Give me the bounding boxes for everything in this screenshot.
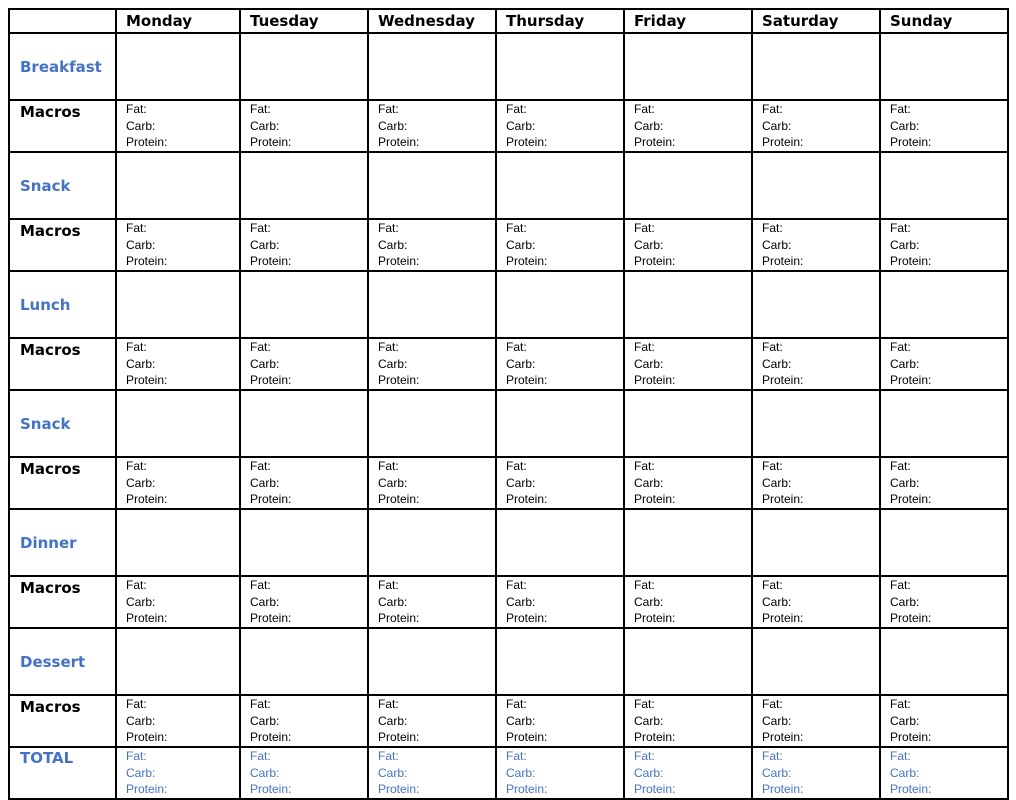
protein-field-label: Protein: [634, 492, 676, 506]
fat-field-label: Fat: [506, 340, 527, 354]
carb-field-label: Carb: [762, 237, 792, 252]
fat-field-label: Fat: [378, 459, 399, 473]
fat-field-label: Fat: [250, 459, 271, 473]
fat-field-label: Fat: [378, 221, 399, 235]
meal-entry-cell-saturday[interactable] [752, 152, 880, 219]
meal-entry-cell-sunday[interactable] [880, 628, 1008, 695]
protein-field-label: Protein: [126, 135, 168, 149]
carb-field-label: Carb: [506, 237, 536, 252]
fat-field-label: Fat: [250, 102, 271, 116]
protein-field-label: Protein: [126, 254, 168, 268]
protein-field-label: Protein: [890, 730, 932, 744]
protein-field-label: Protein: [506, 135, 548, 149]
fat-field-label: Fat: [378, 697, 399, 711]
carb-field-label: Carb: [250, 765, 280, 780]
meal-row-snack [9, 152, 1008, 219]
fat-field-label: Fat: [378, 102, 399, 116]
protein-field-label: Protein: [762, 611, 804, 625]
macros-cell-thursday[interactable] [496, 695, 624, 747]
fat-field-label: Fat: [250, 340, 271, 354]
fat-field-label: Fat: [506, 578, 527, 592]
fat-field-label: Fat: [890, 697, 911, 711]
fat-field-label: Fat: [634, 221, 655, 235]
meal-entry-cell-sunday[interactable] [880, 390, 1008, 457]
macros-cell-thursday[interactable] [496, 576, 624, 628]
macros-cell-saturday[interactable] [752, 576, 880, 628]
fat-field-label: Fat: [634, 102, 655, 116]
fat-field-label: Fat: [126, 340, 147, 354]
macros-row [9, 576, 1008, 628]
macros-cell-monday[interactable] [116, 219, 240, 271]
carb-field-label: Carb: [762, 118, 792, 133]
macros-label: Macros [9, 338, 116, 390]
total-row [9, 747, 1008, 799]
protein-field-label: Protein: [378, 611, 420, 625]
meal-entry-cell-thursday[interactable] [496, 271, 624, 338]
protein-field-label: Protein: [634, 730, 676, 744]
protein-field-label: Protein: [890, 782, 932, 796]
fat-field-label: Fat: [890, 340, 911, 354]
fat-field-label: Fat: [762, 102, 783, 116]
meal-label-dinner: Dinner [9, 509, 116, 576]
macros-label: Macros [9, 219, 116, 271]
carb-field-label: Carb: [634, 237, 664, 252]
meal-entry-cell-tuesday[interactable] [240, 628, 368, 695]
macros-cell-friday[interactable] [624, 576, 752, 628]
carb-field-label: Carb: [506, 713, 536, 728]
macros-cell-friday[interactable] [624, 219, 752, 271]
carb-field-label: Carb: [762, 765, 792, 780]
meal-entry-cell-wednesday[interactable] [368, 390, 496, 457]
carb-field-label: Carb: [506, 765, 536, 780]
carb-field-label: Carb: [634, 765, 664, 780]
carb-field-label: Carb: [126, 356, 156, 371]
macros-cell-sunday[interactable] [880, 100, 1008, 152]
fat-field-label: Fat: [762, 221, 783, 235]
macros-cell-friday[interactable] [624, 100, 752, 152]
meal-entry-cell-wednesday[interactable] [368, 509, 496, 576]
carb-field-label: Carb: [634, 475, 664, 490]
meal-entry-cell-wednesday[interactable] [368, 33, 496, 100]
protein-field-label: Protein: [506, 492, 548, 506]
macros-cell-saturday[interactable] [752, 457, 880, 509]
meal-entry-cell-monday[interactable] [116, 628, 240, 695]
day-header-monday: Monday [116, 9, 240, 33]
carb-field-label: Carb: [506, 118, 536, 133]
fat-field-label: Fat: [126, 749, 147, 763]
protein-field-label: Protein: [506, 730, 548, 744]
protein-field-label: Protein: [250, 782, 292, 796]
fat-field-label: Fat: [250, 221, 271, 235]
meal-row-breakfast [9, 33, 1008, 100]
protein-field-label: Protein: [250, 254, 292, 268]
meal-row-dinner [9, 509, 1008, 576]
carb-field-label: Carb: [890, 713, 920, 728]
protein-field-label: Protein: [634, 135, 676, 149]
protein-field-label: Protein: [250, 492, 292, 506]
meal-label-snack: Snack [9, 390, 116, 457]
carb-field-label: Carb: [126, 118, 156, 133]
fat-field-label: Fat: [506, 459, 527, 473]
macros-cell-saturday[interactable] [752, 695, 880, 747]
protein-field-label: Protein: [250, 611, 292, 625]
macros-cell-saturday[interactable] [752, 219, 880, 271]
meal-label-lunch: Lunch [9, 271, 116, 338]
protein-field-label: Protein: [890, 135, 932, 149]
meal-entry-cell-tuesday[interactable] [240, 33, 368, 100]
carb-field-label: Carb: [250, 713, 280, 728]
protein-field-label: Protein: [250, 373, 292, 387]
macros-row [9, 100, 1008, 152]
macros-row [9, 457, 1008, 509]
protein-field-label: Protein: [378, 135, 420, 149]
meal-row-snack [9, 390, 1008, 457]
carb-field-label: Carb: [634, 118, 664, 133]
meal-entry-cell-sunday[interactable] [880, 509, 1008, 576]
fat-field-label: Fat: [250, 578, 271, 592]
meal-entry-cell-saturday[interactable] [752, 628, 880, 695]
meal-entry-cell-thursday[interactable] [496, 390, 624, 457]
fat-field-label: Fat: [634, 578, 655, 592]
protein-field-label: Protein: [126, 611, 168, 625]
carb-field-label: Carb: [250, 237, 280, 252]
protein-field-label: Protein: [762, 135, 804, 149]
meal-entry-cell-friday[interactable] [624, 509, 752, 576]
carb-field-label: Carb: [378, 356, 408, 371]
protein-field-label: Protein: [634, 611, 676, 625]
meal-entry-cell-thursday[interactable] [496, 628, 624, 695]
carb-field-label: Carb: [250, 475, 280, 490]
carb-field-label: Carb: [250, 594, 280, 609]
macros-cell-thursday[interactable] [496, 100, 624, 152]
macros-cell-wednesday[interactable] [368, 576, 496, 628]
meal-entry-cell-monday[interactable] [116, 271, 240, 338]
protein-field-label: Protein: [378, 373, 420, 387]
fat-field-label: Fat: [762, 749, 783, 763]
day-header-thursday: Thursday [496, 9, 624, 33]
macros-cell-tuesday[interactable] [240, 100, 368, 152]
macros-label: Macros [9, 457, 116, 509]
fat-field-label: Fat: [506, 221, 527, 235]
fat-field-label: Fat: [762, 578, 783, 592]
fat-field-label: Fat: [890, 459, 911, 473]
total-cell-saturday[interactable] [752, 747, 880, 799]
macros-cell-sunday[interactable] [880, 338, 1008, 390]
fat-field-label: Fat: [634, 459, 655, 473]
macros-cell-sunday[interactable] [880, 576, 1008, 628]
protein-field-label: Protein: [506, 611, 548, 625]
protein-field-label: Protein: [634, 373, 676, 387]
fat-field-label: Fat: [762, 340, 783, 354]
protein-field-label: Protein: [762, 373, 804, 387]
macros-cell-friday[interactable] [624, 338, 752, 390]
macros-cell-friday[interactable] [624, 695, 752, 747]
carb-field-label: Carb: [378, 237, 408, 252]
protein-field-label: Protein: [126, 782, 168, 796]
fat-field-label: Fat: [378, 749, 399, 763]
meal-entry-cell-sunday[interactable] [880, 152, 1008, 219]
protein-field-label: Protein: [506, 782, 548, 796]
planner-body [9, 33, 1008, 799]
fat-field-label: Fat: [126, 459, 147, 473]
carb-field-label: Carb: [126, 475, 156, 490]
meal-entry-cell-monday[interactable] [116, 509, 240, 576]
meal-entry-cell-monday[interactable] [116, 152, 240, 219]
macros-cell-wednesday[interactable] [368, 219, 496, 271]
day-header-friday: Friday [624, 9, 752, 33]
fat-field-label: Fat: [634, 749, 655, 763]
macros-cell-monday[interactable] [116, 576, 240, 628]
macros-cell-thursday[interactable] [496, 338, 624, 390]
meal-label-dessert: Dessert [9, 628, 116, 695]
fat-field-label: Fat: [126, 697, 147, 711]
protein-field-label: Protein: [890, 492, 932, 506]
carb-field-label: Carb: [126, 765, 156, 780]
meal-entry-cell-tuesday[interactable] [240, 152, 368, 219]
carb-field-label: Carb: [378, 594, 408, 609]
macros-cell-wednesday[interactable] [368, 695, 496, 747]
meal-entry-cell-saturday[interactable] [752, 33, 880, 100]
meal-entry-cell-thursday[interactable] [496, 152, 624, 219]
total-cell-wednesday[interactable] [368, 747, 496, 799]
day-header-sunday: Sunday [880, 9, 1008, 33]
carb-field-label: Carb: [378, 118, 408, 133]
fat-field-label: Fat: [890, 102, 911, 116]
meal-entry-cell-monday[interactable] [116, 390, 240, 457]
protein-field-label: Protein: [890, 373, 932, 387]
meal-label-breakfast: Breakfast [9, 33, 116, 100]
macros-row [9, 695, 1008, 747]
macros-cell-friday[interactable] [624, 457, 752, 509]
macros-cell-wednesday[interactable] [368, 338, 496, 390]
day-header-tuesday: Tuesday [240, 9, 368, 33]
fat-field-label: Fat: [634, 340, 655, 354]
carb-field-label: Carb: [762, 713, 792, 728]
carb-field-label: Carb: [890, 118, 920, 133]
meal-entry-cell-friday[interactable] [624, 271, 752, 338]
carb-field-label: Carb: [634, 356, 664, 371]
protein-field-label: Protein: [126, 492, 168, 506]
carb-field-label: Carb: [890, 475, 920, 490]
fat-field-label: Fat: [378, 578, 399, 592]
protein-field-label: Protein: [378, 782, 420, 796]
carb-field-label: Carb: [634, 713, 664, 728]
meal-row-dessert [9, 628, 1008, 695]
fat-field-label: Fat: [890, 578, 911, 592]
macros-cell-sunday[interactable] [880, 219, 1008, 271]
macros-cell-saturday[interactable] [752, 100, 880, 152]
fat-field-label: Fat: [890, 749, 911, 763]
day-header-saturday: Saturday [752, 9, 880, 33]
protein-field-label: Protein: [762, 730, 804, 744]
meal-entry-cell-friday[interactable] [624, 628, 752, 695]
meal-row-lunch [9, 271, 1008, 338]
total-label: TOTAL [9, 747, 116, 799]
meal-entry-cell-friday[interactable] [624, 152, 752, 219]
macros-cell-tuesday[interactable] [240, 457, 368, 509]
carb-field-label: Carb: [250, 118, 280, 133]
carb-field-label: Carb: [890, 356, 920, 371]
carb-field-label: Carb: [762, 475, 792, 490]
total-cell-friday[interactable] [624, 747, 752, 799]
carb-field-label: Carb: [378, 713, 408, 728]
protein-field-label: Protein: [762, 254, 804, 268]
meal-entry-cell-sunday[interactable] [880, 271, 1008, 338]
meal-entry-cell-saturday[interactable] [752, 509, 880, 576]
meal-label-snack: Snack [9, 152, 116, 219]
total-cell-sunday[interactable] [880, 747, 1008, 799]
fat-field-label: Fat: [250, 697, 271, 711]
fat-field-label: Fat: [762, 697, 783, 711]
fat-field-label: Fat: [126, 578, 147, 592]
macros-cell-sunday[interactable] [880, 457, 1008, 509]
meal-planner-table [8, 8, 1009, 800]
meal-entry-cell-saturday[interactable] [752, 271, 880, 338]
fat-field-label: Fat: [250, 749, 271, 763]
protein-field-label: Protein: [634, 254, 676, 268]
fat-field-label: Fat: [506, 697, 527, 711]
fat-field-label: Fat: [506, 102, 527, 116]
fat-field-label: Fat: [634, 697, 655, 711]
macros-cell-wednesday[interactable] [368, 100, 496, 152]
protein-field-label: Protein: [126, 730, 168, 744]
meal-entry-cell-monday[interactable] [116, 33, 240, 100]
meal-entry-cell-friday[interactable] [624, 390, 752, 457]
protein-field-label: Protein: [378, 730, 420, 744]
carb-field-label: Carb: [506, 475, 536, 490]
fat-field-label: Fat: [126, 221, 147, 235]
meal-entry-cell-thursday[interactable] [496, 509, 624, 576]
carb-field-label: Carb: [890, 237, 920, 252]
meal-entry-cell-wednesday[interactable] [368, 271, 496, 338]
carb-field-label: Carb: [890, 765, 920, 780]
protein-field-label: Protein: [378, 492, 420, 506]
macros-cell-tuesday[interactable] [240, 576, 368, 628]
protein-field-label: Protein: [890, 611, 932, 625]
protein-field-label: Protein: [250, 135, 292, 149]
day-header-wednesday: Wednesday [368, 9, 496, 33]
meal-entry-cell-tuesday[interactable] [240, 390, 368, 457]
carb-field-label: Carb: [634, 594, 664, 609]
carb-field-label: Carb: [250, 356, 280, 371]
protein-field-label: Protein: [762, 492, 804, 506]
total-cell-monday[interactable] [116, 747, 240, 799]
total-cell-thursday[interactable] [496, 747, 624, 799]
macros-cell-tuesday[interactable] [240, 695, 368, 747]
protein-field-label: Protein: [762, 782, 804, 796]
carb-field-label: Carb: [126, 594, 156, 609]
macros-row [9, 338, 1008, 390]
macros-cell-sunday[interactable] [880, 695, 1008, 747]
macros-cell-tuesday[interactable] [240, 219, 368, 271]
macros-label: Macros [9, 576, 116, 628]
carb-field-label: Carb: [378, 765, 408, 780]
fat-field-label: Fat: [378, 340, 399, 354]
macros-label: Macros [9, 695, 116, 747]
macros-row [9, 219, 1008, 271]
carb-field-label: Carb: [890, 594, 920, 609]
macros-cell-thursday[interactable] [496, 457, 624, 509]
meal-entry-cell-tuesday[interactable] [240, 271, 368, 338]
meal-entry-cell-saturday[interactable] [752, 390, 880, 457]
carb-field-label: Carb: [378, 475, 408, 490]
macros-cell-saturday[interactable] [752, 338, 880, 390]
day-header-row [9, 9, 1008, 33]
fat-field-label: Fat: [126, 102, 147, 116]
protein-field-label: Protein: [378, 254, 420, 268]
protein-field-label: Protein: [506, 254, 548, 268]
fat-field-label: Fat: [506, 749, 527, 763]
macros-cell-monday[interactable] [116, 695, 240, 747]
carb-field-label: Carb: [126, 713, 156, 728]
macros-cell-monday[interactable] [116, 457, 240, 509]
macros-cell-thursday[interactable] [496, 219, 624, 271]
carb-field-label: Carb: [126, 237, 156, 252]
total-cell-tuesday[interactable] [240, 747, 368, 799]
meal-entry-cell-tuesday[interactable] [240, 509, 368, 576]
macros-cell-tuesday[interactable] [240, 338, 368, 390]
meal-entry-cell-friday[interactable] [624, 33, 752, 100]
meal-entry-cell-sunday[interactable] [880, 33, 1008, 100]
protein-field-label: Protein: [890, 254, 932, 268]
meal-entry-cell-wednesday[interactable] [368, 152, 496, 219]
protein-field-label: Protein: [250, 730, 292, 744]
protein-field-label: Protein: [126, 373, 168, 387]
macros-cell-monday[interactable] [116, 338, 240, 390]
meal-entry-cell-thursday[interactable] [496, 33, 624, 100]
fat-field-label: Fat: [762, 459, 783, 473]
carb-field-label: Carb: [506, 594, 536, 609]
macros-label: Macros [9, 100, 116, 152]
carb-field-label: Carb: [762, 594, 792, 609]
carb-field-label: Carb: [762, 356, 792, 371]
meal-entry-cell-wednesday[interactable] [368, 628, 496, 695]
macros-cell-wednesday[interactable] [368, 457, 496, 509]
fat-field-label: Fat: [890, 221, 911, 235]
corner-cell [9, 9, 116, 33]
macros-cell-monday[interactable] [116, 100, 240, 152]
carb-field-label: Carb: [506, 356, 536, 371]
protein-field-label: Protein: [506, 373, 548, 387]
protein-field-label: Protein: [634, 782, 676, 796]
